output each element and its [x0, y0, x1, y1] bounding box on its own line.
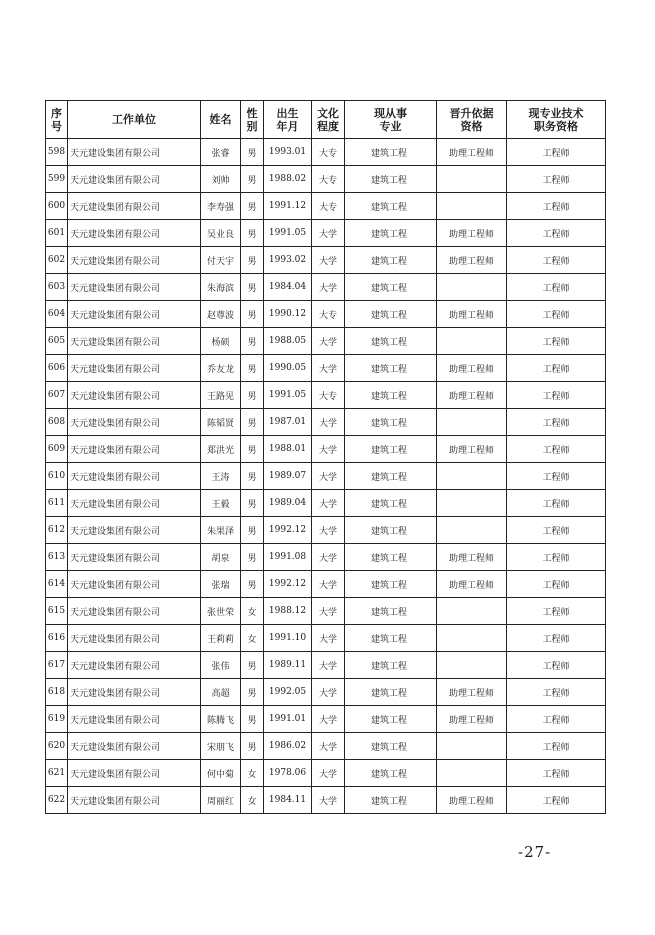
roster-table — [45, 100, 606, 814]
birth-cell: 1990.05 — [264, 355, 312, 382]
gender-cell: 男 — [241, 463, 264, 490]
work-unit-cell: 天元建设集团有限公司 — [68, 355, 201, 382]
major-cell: 建筑工程 — [345, 679, 437, 706]
major-cell: 建筑工程 — [345, 247, 437, 274]
name-cell: 陈韬贤 — [201, 409, 241, 436]
title-cell: 工程师 — [507, 463, 606, 490]
work-unit-cell: 天元建设集团有限公司 — [68, 463, 201, 490]
header-text: 年月 — [276, 119, 299, 133]
work-unit-cell: 天元建设集团有限公司 — [68, 382, 201, 409]
basis-cell — [437, 409, 507, 436]
basis-cell — [437, 760, 507, 787]
birth-cell: 1988.01 — [264, 436, 312, 463]
gender-cell: 男 — [241, 328, 264, 355]
title-cell: 工程师 — [507, 355, 606, 382]
name-cell: 张瑞 — [201, 571, 241, 598]
major-cell: 建筑工程 — [345, 382, 437, 409]
work-unit-cell: 天元建设集团有限公司 — [68, 787, 201, 814]
table-row — [46, 247, 606, 274]
table-row — [46, 382, 606, 409]
birth-cell: 1991.01 — [264, 706, 312, 733]
name-cell: 赵尊波 — [201, 301, 241, 328]
header-text: 专业 — [379, 119, 402, 133]
major-cell: 建筑工程 — [345, 301, 437, 328]
birth-cell: 1991.05 — [264, 220, 312, 247]
name-cell: 刘帅 — [201, 166, 241, 193]
serial-cell: 610 — [46, 463, 68, 490]
title-cell: 工程师 — [507, 490, 606, 517]
education-cell: 大专 — [312, 301, 345, 328]
gender-cell: 男 — [241, 517, 264, 544]
education-cell: 大学 — [312, 247, 345, 274]
basis-cell — [437, 274, 507, 301]
header-text: 资格 — [460, 119, 483, 133]
basis-cell: 助理工程师 — [437, 571, 507, 598]
birth-cell: 1993.02 — [264, 247, 312, 274]
major-cell: 建筑工程 — [345, 166, 437, 193]
serial-cell: 611 — [46, 490, 68, 517]
work-unit-cell: 天元建设集团有限公司 — [68, 409, 201, 436]
birth-cell: 1988.12 — [264, 598, 312, 625]
birth-cell: 1986.02 — [264, 733, 312, 760]
header-text: 文化 — [317, 106, 339, 120]
basis-cell — [437, 517, 507, 544]
name-cell: 吴业良 — [201, 220, 241, 247]
gender-cell: 男 — [241, 166, 264, 193]
basis-cell: 助理工程师 — [437, 706, 507, 733]
major-cell: 建筑工程 — [345, 193, 437, 220]
header-title — [507, 101, 606, 139]
gender-cell: 男 — [241, 247, 264, 274]
table-row — [46, 625, 606, 652]
header-major — [345, 101, 437, 139]
name-cell: 张世荣 — [201, 598, 241, 625]
basis-cell: 助理工程师 — [437, 436, 507, 463]
title-cell: 工程师 — [507, 544, 606, 571]
name-cell: 张睿 — [201, 139, 241, 166]
education-cell: 大学 — [312, 463, 345, 490]
name-cell: 何中菊 — [201, 760, 241, 787]
work-unit-cell: 天元建设集团有限公司 — [68, 760, 201, 787]
basis-cell — [437, 652, 507, 679]
basis-cell: 助理工程师 — [437, 355, 507, 382]
serial-cell: 605 — [46, 328, 68, 355]
title-cell: 工程师 — [507, 220, 606, 247]
birth-cell: 1988.02 — [264, 166, 312, 193]
serial-cell: 603 — [46, 274, 68, 301]
education-cell: 大学 — [312, 274, 345, 301]
serial-cell: 607 — [46, 382, 68, 409]
work-unit-cell: 天元建设集团有限公司 — [68, 490, 201, 517]
work-unit-cell: 天元建设集团有限公司 — [68, 679, 201, 706]
birth-cell: 1992.12 — [264, 571, 312, 598]
name-cell: 高超 — [201, 679, 241, 706]
table-row — [46, 733, 606, 760]
table-row — [46, 301, 606, 328]
table-row — [46, 166, 606, 193]
table-row — [46, 355, 606, 382]
header-text: 别 — [246, 119, 258, 133]
table-row — [46, 274, 606, 301]
name-cell: 胡泉 — [201, 544, 241, 571]
basis-cell — [437, 328, 507, 355]
name-cell: 朱果泽 — [201, 517, 241, 544]
gender-cell: 男 — [241, 679, 264, 706]
table-row — [46, 463, 606, 490]
birth-cell: 1991.10 — [264, 625, 312, 652]
work-unit-cell: 天元建设集团有限公司 — [68, 139, 201, 166]
name-cell: 杨硕 — [201, 328, 241, 355]
name-cell: 宋朋飞 — [201, 733, 241, 760]
education-cell: 大学 — [312, 571, 345, 598]
header-serial — [46, 101, 68, 139]
serial-cell: 613 — [46, 544, 68, 571]
serial-cell: 608 — [46, 409, 68, 436]
basis-cell — [437, 733, 507, 760]
table-row — [46, 679, 606, 706]
gender-cell: 男 — [241, 706, 264, 733]
name-cell: 李寿强 — [201, 193, 241, 220]
header-birth — [264, 101, 312, 139]
page-number: -27- — [518, 843, 552, 861]
birth-cell: 1984.04 — [264, 274, 312, 301]
basis-cell — [437, 490, 507, 517]
birth-cell: 1991.08 — [264, 544, 312, 571]
gender-cell: 男 — [241, 301, 264, 328]
major-cell: 建筑工程 — [345, 220, 437, 247]
education-cell: 大专 — [312, 382, 345, 409]
serial-cell: 619 — [46, 706, 68, 733]
table-row — [46, 706, 606, 733]
major-cell: 建筑工程 — [345, 139, 437, 166]
major-cell: 建筑工程 — [345, 436, 437, 463]
gender-cell: 女 — [241, 760, 264, 787]
header-gender — [241, 101, 264, 139]
major-cell: 建筑工程 — [345, 328, 437, 355]
serial-cell: 620 — [46, 733, 68, 760]
serial-cell: 612 — [46, 517, 68, 544]
title-cell: 工程师 — [507, 166, 606, 193]
major-cell: 建筑工程 — [345, 355, 437, 382]
work-unit-cell: 天元建设集团有限公司 — [68, 652, 201, 679]
birth-cell: 1992.05 — [264, 679, 312, 706]
gender-cell: 男 — [241, 382, 264, 409]
work-unit-cell: 天元建设集团有限公司 — [68, 706, 201, 733]
education-cell: 大学 — [312, 706, 345, 733]
name-cell: 朱海滨 — [201, 274, 241, 301]
table-row — [46, 571, 606, 598]
birth-cell: 1991.05 — [264, 382, 312, 409]
birth-cell: 1978.06 — [264, 760, 312, 787]
major-cell: 建筑工程 — [345, 598, 437, 625]
serial-cell: 614 — [46, 571, 68, 598]
title-cell: 工程师 — [507, 517, 606, 544]
gender-cell: 男 — [241, 193, 264, 220]
title-cell: 工程师 — [507, 787, 606, 814]
name-cell: 乔友龙 — [201, 355, 241, 382]
header-text: 号 — [51, 119, 62, 133]
education-cell: 大学 — [312, 652, 345, 679]
header-text: 性 — [246, 106, 258, 120]
serial-cell: 609 — [46, 436, 68, 463]
gender-cell: 男 — [241, 409, 264, 436]
title-cell: 工程师 — [507, 301, 606, 328]
work-unit-cell: 天元建设集团有限公司 — [68, 733, 201, 760]
work-unit-cell: 天元建设集团有限公司 — [68, 247, 201, 274]
serial-cell: 600 — [46, 193, 68, 220]
table-row — [46, 436, 606, 463]
birth-cell: 1993.01 — [264, 139, 312, 166]
gender-cell: 男 — [241, 733, 264, 760]
serial-cell: 598 — [46, 139, 68, 166]
table-row — [46, 220, 606, 247]
education-cell: 大专 — [312, 166, 345, 193]
birth-cell: 1989.07 — [264, 463, 312, 490]
header-education — [312, 101, 345, 139]
gender-cell: 女 — [241, 787, 264, 814]
education-cell: 大专 — [312, 139, 345, 166]
work-unit-cell: 天元建设集团有限公司 — [68, 193, 201, 220]
title-cell: 工程师 — [507, 139, 606, 166]
gender-cell: 男 — [241, 544, 264, 571]
table-row — [46, 193, 606, 220]
birth-cell: 1992.12 — [264, 517, 312, 544]
gender-cell: 男 — [241, 490, 264, 517]
title-cell: 工程师 — [507, 274, 606, 301]
birth-cell: 1990.12 — [264, 301, 312, 328]
table-row — [46, 328, 606, 355]
basis-cell: 助理工程师 — [437, 679, 507, 706]
gender-cell: 女 — [241, 625, 264, 652]
education-cell: 大学 — [312, 328, 345, 355]
birth-cell: 1987.01 — [264, 409, 312, 436]
basis-cell — [437, 193, 507, 220]
education-cell: 大学 — [312, 355, 345, 382]
name-cell: 陈腾飞 — [201, 706, 241, 733]
table-row — [46, 409, 606, 436]
major-cell: 建筑工程 — [345, 787, 437, 814]
serial-cell: 599 — [46, 166, 68, 193]
basis-cell: 助理工程师 — [437, 220, 507, 247]
serial-cell: 618 — [46, 679, 68, 706]
basis-cell: 助理工程师 — [437, 382, 507, 409]
gender-cell: 男 — [241, 274, 264, 301]
work-unit-cell: 天元建设集团有限公司 — [68, 598, 201, 625]
education-cell: 大学 — [312, 787, 345, 814]
serial-cell: 604 — [46, 301, 68, 328]
birth-cell: 1989.04 — [264, 490, 312, 517]
gender-cell: 男 — [241, 355, 264, 382]
education-cell: 大学 — [312, 517, 345, 544]
work-unit-cell: 天元建设集团有限公司 — [68, 544, 201, 571]
header-row — [46, 101, 606, 139]
title-cell: 工程师 — [507, 193, 606, 220]
education-cell: 大学 — [312, 409, 345, 436]
major-cell: 建筑工程 — [345, 463, 437, 490]
table-row — [46, 544, 606, 571]
birth-cell: 1991.12 — [264, 193, 312, 220]
major-cell: 建筑工程 — [345, 760, 437, 787]
major-cell: 建筑工程 — [345, 571, 437, 598]
major-cell: 建筑工程 — [345, 733, 437, 760]
title-cell: 工程师 — [507, 409, 606, 436]
work-unit-cell: 天元建设集团有限公司 — [68, 625, 201, 652]
work-unit-cell: 天元建设集团有限公司 — [68, 436, 201, 463]
gender-cell: 女 — [241, 598, 264, 625]
gender-cell: 男 — [241, 436, 264, 463]
major-cell: 建筑工程 — [345, 652, 437, 679]
work-unit-cell: 天元建设集团有限公司 — [68, 166, 201, 193]
title-cell: 工程师 — [507, 679, 606, 706]
table-row — [46, 598, 606, 625]
basis-cell: 助理工程师 — [437, 544, 507, 571]
header-text: 姓名 — [209, 113, 232, 126]
header-work-unit — [68, 101, 201, 139]
serial-cell: 616 — [46, 625, 68, 652]
basis-cell: 助理工程师 — [437, 787, 507, 814]
basis-cell: 助理工程师 — [437, 139, 507, 166]
header-text: 职务资格 — [534, 119, 578, 133]
major-cell: 建筑工程 — [345, 274, 437, 301]
basis-cell — [437, 463, 507, 490]
basis-cell — [437, 625, 507, 652]
education-cell: 大学 — [312, 490, 345, 517]
birth-cell: 1984.11 — [264, 787, 312, 814]
title-cell: 工程师 — [507, 760, 606, 787]
education-cell: 大学 — [312, 598, 345, 625]
header-text: 现专业技术 — [528, 106, 584, 120]
education-cell: 大学 — [312, 220, 345, 247]
title-cell: 工程师 — [507, 652, 606, 679]
serial-cell: 622 — [46, 787, 68, 814]
birth-cell: 1988.05 — [264, 328, 312, 355]
header-text: 晋升依据 — [449, 106, 494, 120]
work-unit-cell: 天元建设集团有限公司 — [68, 328, 201, 355]
header-text: 序 — [51, 106, 62, 120]
major-cell: 建筑工程 — [345, 517, 437, 544]
work-unit-cell: 天元建设集团有限公司 — [68, 301, 201, 328]
table-row — [46, 652, 606, 679]
name-cell: 付天宇 — [201, 247, 241, 274]
name-cell: 王莉莉 — [201, 625, 241, 652]
header-text: 出生 — [276, 106, 299, 120]
basis-cell: 助理工程师 — [437, 247, 507, 274]
education-cell: 大学 — [312, 679, 345, 706]
gender-cell: 男 — [241, 571, 264, 598]
title-cell: 工程师 — [507, 625, 606, 652]
major-cell: 建筑工程 — [345, 409, 437, 436]
education-cell: 大学 — [312, 544, 345, 571]
major-cell: 建筑工程 — [345, 625, 437, 652]
work-unit-cell: 天元建设集团有限公司 — [68, 571, 201, 598]
header-text: 程度 — [317, 119, 339, 133]
title-cell: 工程师 — [507, 247, 606, 274]
title-cell: 工程师 — [507, 598, 606, 625]
title-cell: 工程师 — [507, 733, 606, 760]
title-cell: 工程师 — [507, 571, 606, 598]
header-basis — [437, 101, 507, 139]
basis-cell — [437, 166, 507, 193]
table-row — [46, 517, 606, 544]
serial-cell: 601 — [46, 220, 68, 247]
name-cell: 王路见 — [201, 382, 241, 409]
major-cell: 建筑工程 — [345, 544, 437, 571]
name-cell: 张伟 — [201, 652, 241, 679]
serial-cell: 606 — [46, 355, 68, 382]
table-row — [46, 139, 606, 166]
header-text: 工作单位 — [112, 113, 156, 126]
name-cell: 王毅 — [201, 490, 241, 517]
basis-cell: 助理工程师 — [437, 301, 507, 328]
education-cell: 大专 — [312, 193, 345, 220]
birth-cell: 1989.11 — [264, 652, 312, 679]
work-unit-cell: 天元建设集团有限公司 — [68, 220, 201, 247]
title-cell: 工程师 — [507, 436, 606, 463]
table-row — [46, 787, 606, 814]
serial-cell: 602 — [46, 247, 68, 274]
header-text: 现从事 — [374, 106, 407, 120]
table-header — [46, 101, 606, 139]
major-cell: 建筑工程 — [345, 490, 437, 517]
gender-cell: 男 — [241, 652, 264, 679]
title-cell: 工程师 — [507, 328, 606, 355]
header-name — [201, 101, 241, 139]
education-cell: 大学 — [312, 733, 345, 760]
education-cell: 大学 — [312, 436, 345, 463]
serial-cell: 617 — [46, 652, 68, 679]
title-cell: 工程师 — [507, 382, 606, 409]
name-cell: 王涛 — [201, 463, 241, 490]
title-cell: 工程师 — [507, 706, 606, 733]
work-unit-cell: 天元建设集团有限公司 — [68, 517, 201, 544]
gender-cell: 男 — [241, 139, 264, 166]
table-body — [46, 139, 606, 814]
table-row — [46, 490, 606, 517]
gender-cell: 男 — [241, 220, 264, 247]
name-cell: 郑洪光 — [201, 436, 241, 463]
serial-cell: 615 — [46, 598, 68, 625]
major-cell: 建筑工程 — [345, 706, 437, 733]
work-unit-cell: 天元建设集团有限公司 — [68, 274, 201, 301]
education-cell: 大学 — [312, 625, 345, 652]
serial-cell: 621 — [46, 760, 68, 787]
table-row — [46, 760, 606, 787]
name-cell: 周丽红 — [201, 787, 241, 814]
basis-cell — [437, 598, 507, 625]
education-cell: 大学 — [312, 760, 345, 787]
